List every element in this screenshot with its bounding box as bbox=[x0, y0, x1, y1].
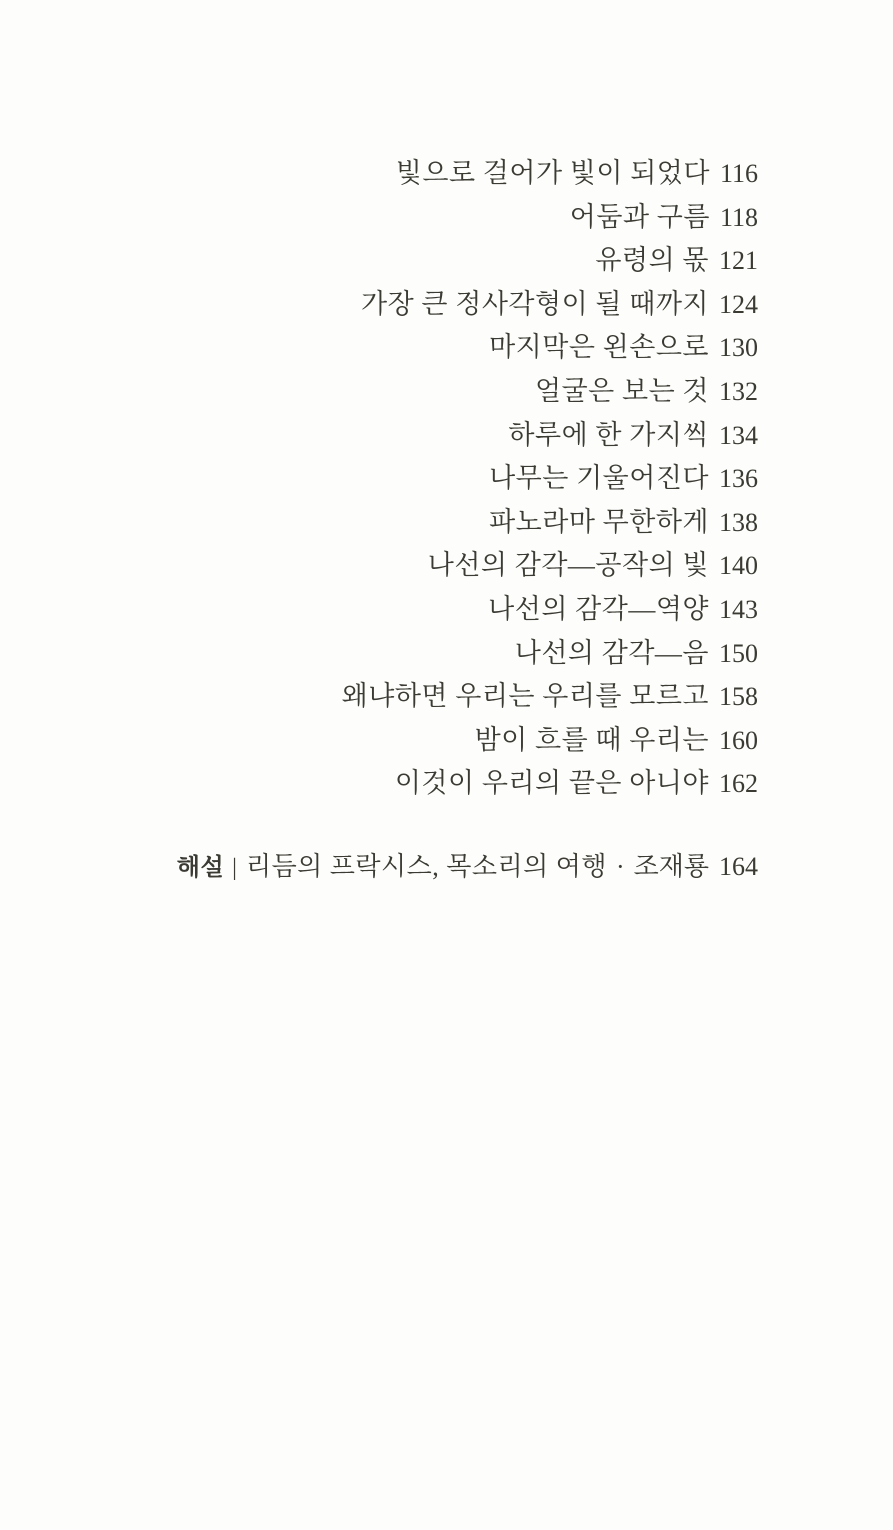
toc-entry bbox=[0, 370, 758, 414]
toc-entry bbox=[0, 457, 758, 501]
toc-entry-page: 121 bbox=[719, 246, 758, 276]
toc-entry-page: 134 bbox=[719, 420, 758, 450]
toc-entry-title: 마지막은 왼손으로 bbox=[489, 332, 709, 363]
toc-entry-page: 162 bbox=[719, 769, 758, 799]
commentary-author: 조재룡 bbox=[633, 851, 709, 881]
toc-entry bbox=[0, 326, 758, 370]
toc-entry-page: 138 bbox=[719, 507, 758, 537]
toc-entry-title: 나선의 감각—역양 bbox=[488, 593, 709, 624]
toc-entry-title: 파노라마 무한하게 bbox=[489, 506, 709, 537]
toc-entry-title: 어둠과 구름 bbox=[569, 201, 710, 232]
toc-entry bbox=[0, 239, 758, 283]
toc-entry-title: 빛으로 걸어가 빛이 되었다 bbox=[395, 158, 710, 188]
toc-entry-page: 130 bbox=[719, 333, 758, 363]
toc-entry-title: 이것이 우리의 끝은 아니야 bbox=[394, 768, 709, 799]
toc-entry-title: 얼굴은 보는 것 bbox=[535, 375, 709, 406]
toc-entry bbox=[0, 152, 758, 196]
toc-entry-page: 150 bbox=[719, 638, 758, 668]
toc-entry-title: 유령의 몫 bbox=[595, 245, 709, 276]
toc-entry-title: 밤이 흐를 때 우리는 bbox=[474, 724, 709, 755]
toc-entry-title: 가장 큰 정사각형이 될 때까지 bbox=[361, 288, 709, 319]
commentary-separator: | bbox=[232, 854, 237, 881]
commentary-page: 164 bbox=[719, 851, 758, 881]
toc-entry bbox=[0, 414, 758, 458]
commentary-title: 리듬의 프락시스, 목소리의 여행 bbox=[245, 851, 607, 881]
toc-entry-page: 118 bbox=[719, 202, 758, 232]
toc-entry-title: 나선의 감각—음 bbox=[514, 637, 709, 668]
toc-entry bbox=[0, 632, 758, 676]
toc-entry-page: 143 bbox=[719, 594, 758, 624]
toc-entry bbox=[0, 719, 758, 763]
toc-entry-title: 나무는 기울어진다 bbox=[489, 463, 709, 494]
toc-entry bbox=[0, 588, 758, 632]
commentary-label: 해설 bbox=[176, 853, 225, 881]
commentary-dot: · bbox=[615, 851, 625, 881]
toc-entry-page: 124 bbox=[719, 289, 758, 319]
toc-entry-page: 136 bbox=[719, 464, 758, 494]
toc-entry bbox=[0, 675, 758, 719]
toc-entry-page: 132 bbox=[719, 376, 758, 406]
toc-entry bbox=[0, 501, 758, 545]
toc-entry-title: 하루에 한 가지씩 bbox=[508, 419, 709, 450]
toc-commentary-entry bbox=[0, 845, 758, 891]
toc-entry bbox=[0, 544, 758, 588]
toc-entry-page: 158 bbox=[719, 682, 758, 712]
table-of-contents bbox=[0, 152, 758, 891]
toc-entry-title: 나선의 감각—공작의 빛 bbox=[427, 550, 709, 581]
toc-entry-title: 왜냐하면 우리는 우리를 모르고 bbox=[341, 681, 709, 712]
toc-entry-page: 160 bbox=[719, 725, 758, 755]
toc-entry-page: 116 bbox=[719, 159, 758, 188]
toc-entry bbox=[0, 196, 758, 240]
toc-entry-page: 140 bbox=[719, 551, 758, 581]
toc-entry bbox=[0, 283, 758, 327]
toc-entry bbox=[0, 762, 758, 806]
